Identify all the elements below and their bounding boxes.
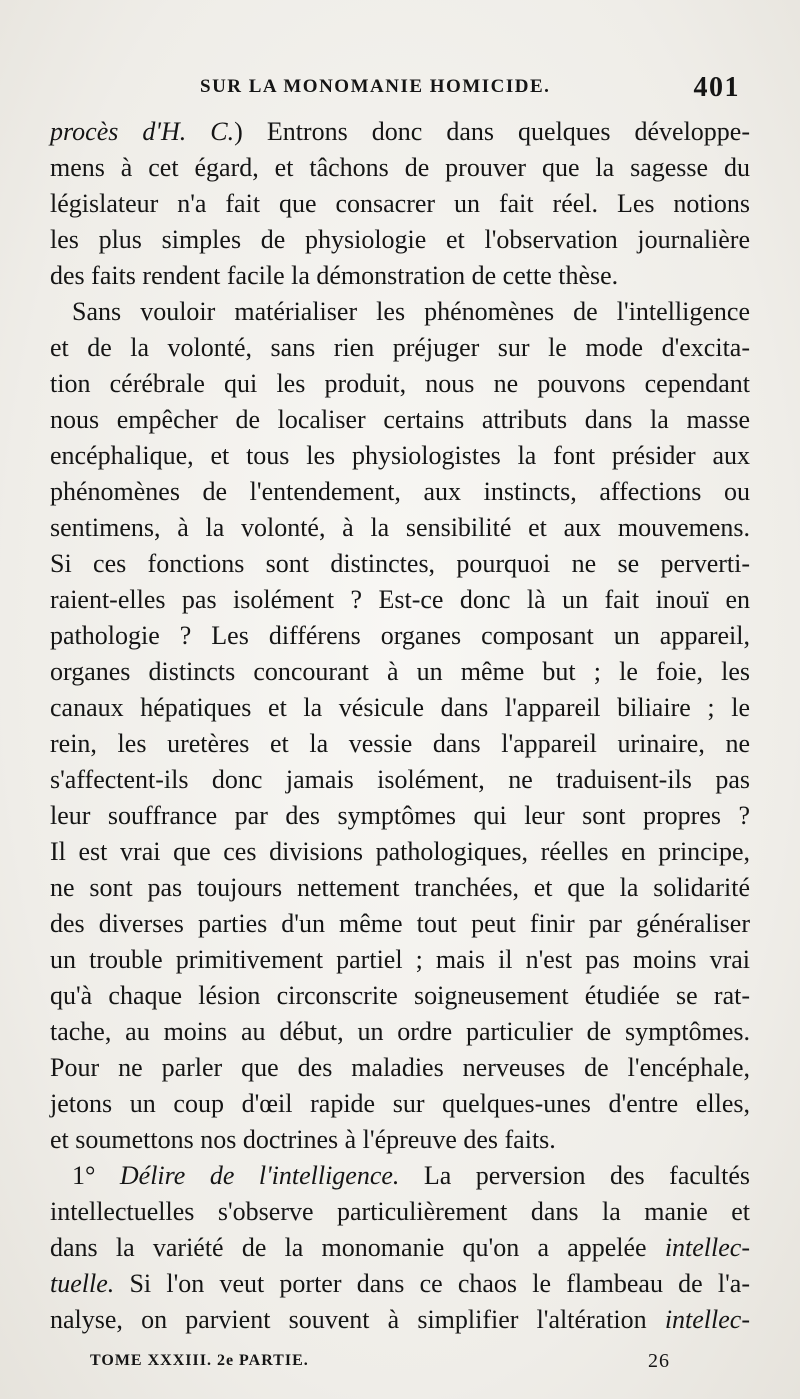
- text-line: Si ces fonctions sont distinctes, pourquoi ne se perverti-: [50, 549, 750, 578]
- text-line: s'affectent-ils donc jamais isolément, ne traduisent-ils pas: [50, 765, 750, 794]
- text-line: et soumettons nos doctrines à l'épreuve des faits.: [50, 1125, 556, 1154]
- text-line: tuelle. Si l'on veut porter dans ce chaos le flambeau de l'a-: [50, 1269, 750, 1298]
- text-line: Pour ne parler que des maladies nerveuses de l'encéphale,: [50, 1053, 750, 1082]
- text-line: organes distincts concourant à un même but ; le foie, les: [50, 657, 750, 686]
- signature-number: 26: [648, 1350, 670, 1372]
- text-line: nous empêcher de localiser certains attributs dans la masse: [50, 405, 750, 434]
- text-line: intellectuelles s'observe particulièrement dans la manie et: [50, 1197, 750, 1226]
- text-line: Il est vrai que ces divisions pathologiques, réelles en principe,: [50, 837, 750, 866]
- signature-mark: TOME XXXIII. 2e PARTIE.: [90, 1352, 309, 1369]
- text-line: pathologie ? Les différens organes composant un appareil,: [50, 621, 750, 650]
- text-line: ne sont pas toujours nettement tranchées, et que la solidarité: [50, 873, 750, 902]
- text-line: tion cérébrale qui les produit, nous ne pouvons cependant: [50, 369, 750, 398]
- page-footer: [90, 1352, 670, 1376]
- text-line: raient-elles pas isolément ? Est-ce donc là un fait inouï en: [50, 585, 750, 614]
- text-line: des diverses parties d'un même tout peut finir par généraliser: [50, 909, 750, 938]
- text-line: législateur n'a fait que consacrer un fait réel. Les notions: [50, 189, 750, 218]
- text-line: 1° Délire de l'intelligence. La perversion des facultés: [72, 1161, 751, 1190]
- text-line: et de la volonté, sans rien préjuger sur le mode d'excita-: [50, 333, 750, 362]
- text-line: leur souffrance par des symptômes qui leur sont propres ?: [50, 801, 750, 830]
- text-line: dans la variété de la monomanie qu'on a appelée intellec-: [50, 1233, 750, 1262]
- text-line: canaux hépatiques et la vésicule dans l'appareil biliaire ; le: [50, 693, 750, 722]
- running-title: SUR LA MONOMANIE HOMICIDE.: [200, 76, 551, 97]
- body-text: [50, 114, 750, 1338]
- text-line: Sans vouloir matérialiser les phénomènes de l'intelligence: [72, 297, 750, 326]
- text-line: phénomènes de l'entendement, aux instincts, affections ou: [50, 477, 750, 506]
- text-line: encéphalique, et tous les physiologistes la font présider aux: [50, 441, 750, 470]
- text-line: qu'à chaque lésion circonscrite soigneusement étudiée se rat-: [50, 981, 750, 1010]
- text-line: rein, les uretères et la vessie dans l'appareil urinaire, ne: [50, 729, 750, 758]
- page-header: [200, 72, 740, 106]
- text-line: mens à cet égard, et tâchons de prouver que la sagesse du: [50, 153, 750, 182]
- text-line: jetons un coup d'œil rapide sur quelques-unes d'entre elles,: [50, 1089, 750, 1118]
- text-line: tache, au moins au début, un ordre particulier de symptômes.: [50, 1017, 750, 1046]
- text-line: procès d'H. C.) Entrons donc dans quelques développe-: [50, 117, 750, 146]
- page-number: 401: [693, 72, 740, 103]
- text-line: sentimens, à la volonté, à la sensibilité et aux mouvemens.: [50, 513, 750, 542]
- text-line: un trouble primitivement partiel ; mais il n'est pas moins vrai: [50, 945, 750, 974]
- text-line: nalyse, on parvient souvent à simplifier l'altération intellec-: [50, 1305, 750, 1334]
- text-line: des faits rendent facile la démonstration de cette thèse.: [50, 261, 619, 290]
- text-line: les plus simples de physiologie et l'observation journalière: [50, 225, 750, 254]
